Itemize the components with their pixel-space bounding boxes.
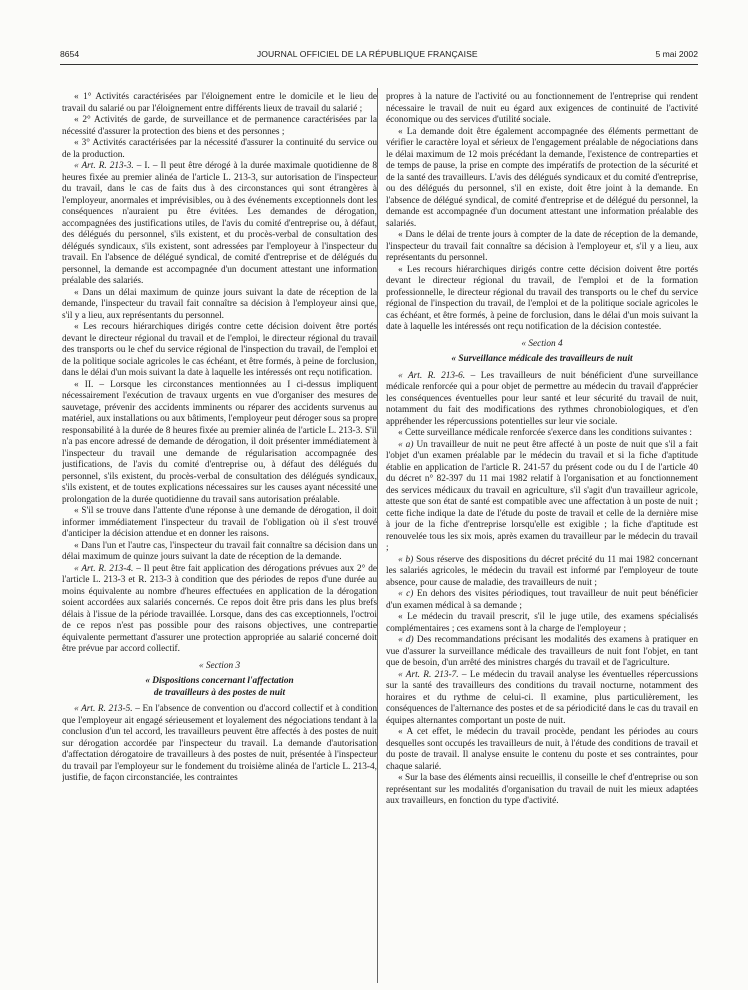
- paragraph-text: – Il peut être fait application des dérogations prévues aux 2° de l'article L. 213-3 et R. 213-3 à condition que des périodes de repos d'une durée au moins équivalente au nombre d'heures effectuées en application de la dérogation soient accordées aux salariés concernés. Ce repos doit être pris dans les plus brefs délais à l'issue de la période travaillée. Lorsque, dans des cas exceptionnels, l'octroi de ce repos n'est pas possible pour des raisons objectives, une contrepartie équivalente permettant d'assurer une protection appropriée au salarié concerné doit être prévue par accord collectif.: [62, 563, 377, 654]
- article-ref: « Art. R. 213-6.: [398, 370, 466, 381]
- item-ref: « c): [398, 589, 414, 599]
- section-heading: « Section 3: [198, 660, 241, 671]
- paragraph: [62, 564, 377, 656]
- paragraph: « Dans un délai maximum de quinze jours suivant la date de réception de la demande, l'inspecteur du travail fait connaître sa décision à l'employeur ainsi que, s'il y a lieu, aux représentants du personnel.: [62, 287, 377, 321]
- publication-date: 5 mai 2002: [655, 49, 698, 59]
- item-ref: « b): [398, 554, 414, 565]
- paragraph: [386, 670, 698, 728]
- paragraph: « 3° Activités caractérisées par la nécessité d'assurer la continuité du service ou de la production.: [62, 138, 377, 160]
- paragraph-text: Sous réserve des dispositions du décret précité du 11 mai 1982 concernant les salariés agricoles, le médecin du travail est informé par l'employeur de toute absence, pour cause de maladie, des travailleurs de nuit ;: [386, 554, 698, 588]
- item-ref: « d): [398, 635, 414, 645]
- paragraph: [386, 555, 698, 590]
- article-ref: « Art. R. 213-5.: [74, 704, 133, 714]
- right-column: [386, 92, 698, 972]
- paragraph: « S'il se trouve dans l'attente d'une réponse à une demande de dérogation, il doit informer immédiatement l'inspecteur du travail de l'obligation où il s'est trouvé d'anticiper la décision attendue et en donner les raisons.: [62, 506, 377, 539]
- paragraph: « A cet effet, le médecin du travail procède, pendant les périodes au cours desquelles sont occupés les travailleurs de nuit, à l'étude des conditions de travail et du poste de travail. Il analyse ensuite le contenu du poste et ses contraintes, pour chaque salarié.: [386, 727, 698, 772]
- column-divider: [377, 88, 378, 983]
- section-subheading-line: de travailleurs à des postes de nuit: [153, 687, 286, 698]
- paragraph: [386, 635, 698, 670]
- section-subheading-line: « Dispositions concernant l'affectation: [145, 676, 294, 686]
- journal-title: JOURNAL OFFICIEL DE LA RÉPUBLIQUE FRANÇAISE: [256, 49, 478, 59]
- paragraph-text: – Les travailleurs de nuit bénéficient d'une surveillance médicale renforcée qui a pour objet de permettre au médecin du travail d'apprécier les conséquences éventuelles pour leur santé et leur sécurité du travail de nuit, notamment du fait des modifications des rythmes chronobiologiques, et d'en appréhender les répercussions potentielles sur leur vie sociale.: [386, 370, 698, 427]
- paragraph-text: – I. – Il peut être dérogé à la durée maximale quotidienne de 8 heures fixée au premier alinéa de l'article L. 213-3, sur autorisation de l'inspecteur du travail, dans le cas de faits dus à des circonstances qui sont étrangères à l'employeur, anormales et imprévisibles, ou à des événements exceptionnels dont les conséquences n'auraient pu être évitées. Les demandes de dérogation, accompagnées des justifications utiles, de l'avis du comité d'entreprise ou, à défaut, des délégués du personnel, s'ils existent, et du procès-verbal de consultation des délégués syndicaux, s'ils existent, sont adressées par l'employeur à l'inspecteur du travail. En l'absence de délégué syndical, de comité d'entreprise et de délégués du personnel, la demande est accompagnée d'un document attestant une information préalable des salariés.: [62, 161, 377, 286]
- section-subheading: [62, 676, 377, 699]
- paragraph: [62, 704, 377, 785]
- paragraph: « Cette surveillance médicale renforcée s'exerce dans les conditions suivantes :: [398, 428, 692, 438]
- paragraph: « 2° Activités de garde, de surveillance et de permanence caractérisées par la nécessité d'assurer la protection des biens et des personnes ;: [62, 115, 377, 137]
- section-subheading: « Surveillance médicale des travailleurs de nuit: [451, 354, 633, 364]
- paragraph-text: – En l'absence de convention ou d'accord collectif et à condition que l'employeur ait engagé sérieusement et loyalement des négociations tendant à la conclusion d'un tel accord, les travailleurs peuvent être affectés à des postes de nuit sur dérogation accordée par l'inspecteur du travail. La demande d'autorisation d'affectation dérogatoire de travailleurs à des postes de nuit, présentée à l'inspecteur du travail par l'employeur sur le fondement du troisième alinéa de l'article L. 213-4, justifie, de façon circonstanciée, les contraintes: [62, 704, 377, 783]
- item-ref: « a): [398, 439, 414, 450]
- paragraph: « 1° Activités caractérisées par l'éloignement entre le domicile et le lieu de travail du salarié ou par l'éloignement entre différents lieux de travail du salarié ;: [62, 92, 377, 114]
- paragraph: « Dans le délai de trente jours à compter de la date de réception de la demande, l'inspecteur du travail fait connaître sa décision à l'employeur et, s'il y a lieu, aux représentants du personnel.: [386, 230, 698, 263]
- paragraph: [62, 161, 377, 288]
- section-heading: « Section 4: [521, 338, 563, 349]
- page-header: [60, 45, 698, 63]
- paragraph: [386, 589, 698, 612]
- paragraph: [386, 371, 698, 429]
- paragraph: « II. – Lorsque les circonstances mentionnées au I ci-dessus impliquent nécessairement l'exécution de travaux urgents en vue d'organiser des mesures de sauvetage, prévenir des accidents imminents ou réparer des accidents survenus au matériel, aux installations ou aux bâtiments, l'employeur peut déroger sous sa propre responsabilité à la durée de 8 heures fixée au premier alinéa de l'article L. 213-3. S'il n'a pas encore adressé de demande de dérogation, il doit présenter immédiatement à l'inspecteur du travail une demande de régularisation accompagnée des justifications, de l'avis du comité d'entreprise ou, à défaut des délégués du personnel, s'ils existent, du procès-verbal de consultation des délégués syndicaux, s'ils existent, et de toutes explications nécessaires sur les causes ayant nécessité une prolongation de la durée quotidienne du travail sans autorisation préalable.: [62, 379, 377, 505]
- paragraph: « Le médecin du travail prescrit, s'il le juge utile, des examens spécialisés complémentaires ; ces examens sont à la charge de l'employeur ;: [386, 612, 698, 634]
- article-ref: « Art. R. 213-4.: [74, 563, 134, 574]
- paragraph: « Sur la base des éléments ainsi recueillis, il conseille le chef d'entreprise ou son représentant sur les modalités d'organisation du travail de nuit les mieux adaptées aux travailleurs, en fonction du type d'activité.: [386, 773, 698, 806]
- article-ref: « Art. R. 213-3.: [74, 161, 134, 171]
- paragraph: [386, 440, 698, 555]
- paragraph: « Les recours hiérarchiques dirigés contre cette décision doivent être portés devant le directeur régional du travail et de l'emploi, le directeur régional du travail des transports ou le chef du service régional de l'inspection du travail, de l'emploi et de la politique sociale agricoles le cas échéant, et être formés, à peine de forclusion, dans le délai d'un mois suivant la date à laquelle les intéressés ont reçu notification.: [62, 322, 377, 378]
- page-number: 8654: [60, 49, 80, 59]
- paragraph: « Dans l'un et l'autre cas, l'inspecteur du travail fait connaître sa décision dans un délai maximum de quinze jours suivant la date de réception de la demande.: [62, 540, 377, 562]
- article-ref: « Art. R. 213-7.: [398, 669, 459, 680]
- paragraph: « La demande doit être également accompagnée des éléments permettant de vérifier le caractère loyal et sérieux de l'engagement préalable de négociations dans le délai maximum de 12 mois précédant la demande, l'existence de contreparties et de temps de pause, la prise en compte des impératifs de protection de la sécurité et de la santé des travailleurs. L'avis des délégués syndicaux et du comité d'entreprise, ou des délégués du personnel, s'il en existe, doit être joint à la demande. En l'absence de délégué syndical, de comité d'entreprise et de délégué du personnel, la demande est accompagnée d'un document attestant une information préalable des salariés.: [386, 126, 698, 229]
- paragraph: propres à la nature de l'activité ou au fonctionnement de l'entreprise qui rendent nécessaire le travail de nuit eu égard aux exigences de continuité de l'activité économique ou des services d'utilité sociale.: [386, 92, 698, 125]
- left-column: [62, 92, 377, 972]
- paragraph-text: Un travailleur de nuit ne peut être affecté à un poste de nuit que s'il a fait l'objet d'un examen préalable par le médecin du travail et si la fiche d'aptitude établie en application de l'article R. 241-57 du présent code ou du I de l'article 40 du décret n° 82-397 du 11 mai 1982 relatif à l'organisation et au fonctionnement des services médicaux du travail en agriculture, s'il s'agit d'un travailleur agricole, atteste que son état de santé est compatible avec une affectation à un poste de nuit ; cette fiche indique la date de l'étude du poste de travail et celle de la dernière mise à jour de la fiche d'entreprise lorsqu'elle est exigible ; la fiche d'aptitude est renouvelée tous les six mois, après examen du travailleur par le médecin du travail ;: [386, 439, 698, 553]
- header-rule: [60, 64, 698, 65]
- paragraph-text: Des recommandations précisant les modalités des examens à pratiquer en vue d'assurer la surveillance médicale des travailleurs de nuit font l'objet, en tant que de besoin, d'un arrêté des ministres chargés du travail et de l'agriculture.: [386, 635, 698, 668]
- paragraph-text: En dehors des visites périodiques, tout travailleur de nuit peut bénéficier d'un examen médical à sa demande ;: [386, 589, 698, 611]
- paragraph-text: – Le médecin du travail analyse les éventuelles répercussions sur la santé des travailleurs des conditions du travail nocturne, notamment des horaires et du rythme de celui-ci. Il examine, plus particulièrement, les conséquences de l'alternance des postes et de sa périodicité dans le cas du travail en équipes alternantes comportant un poste de nuit.: [386, 669, 698, 726]
- paragraph: « Les recours hiérarchiques dirigés contre cette décision doivent être portés devant le directeur régional du travail, de l'emploi et de la formation professionnelle, le directeur régional du travail des transports ou le chef du service régional de l'inspection du travail, de l'emploi et de la politique sociale agricoles le cas échéant, et être formés, à peine de forclusion, dans le délai d'un mois suivant la date à laquelle les intéressés ont reçu notification de la décision contestée.: [386, 264, 698, 332]
